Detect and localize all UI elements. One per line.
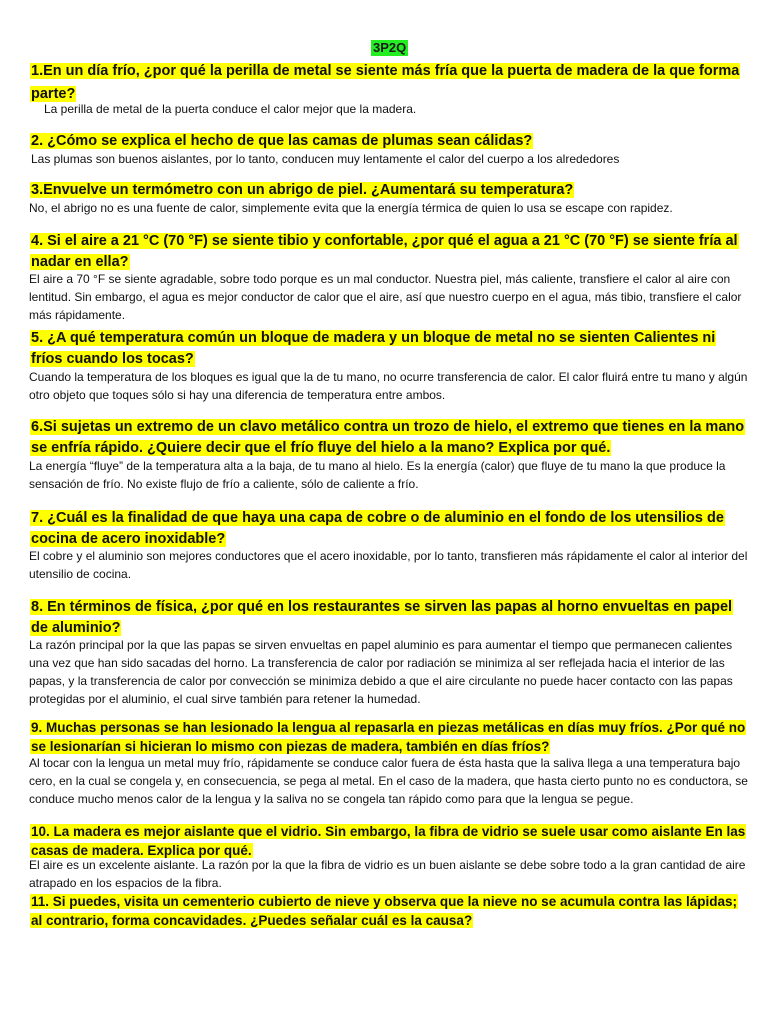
question-2	[30, 131, 750, 152]
question-6	[30, 417, 750, 459]
answer-2: Las plumas son buenos aislantes, por lo tanto, conducen muy lentamente el calor del cuerpo a los alrededores	[31, 152, 620, 166]
question-2-text: 2. ¿Cómo se explica el hecho de que las camas de plumas sean cálidas?	[31, 133, 533, 149]
question-9	[30, 718, 750, 756]
question-4	[30, 231, 750, 273]
answer-9: Al tocar con la lengua un metal muy frío, rápidamente se conduce calor fuera de ésta hasta que la saliva llega a una temperatura bajo cero, en la cual se congela y, en consecuencia, se pega al metal. En el caso de la madera, que hasta cierto punto no es conductora, se conduce mucho menos calor de la lengua y la saliva no se congela tan rápido como para que la lengua se pegue.	[29, 756, 748, 806]
question-3	[30, 180, 750, 201]
question-11-text: 11. Si puedes, visita un cementerio cubierto de nieve y observa que la nieve no se acumula contra las lápidas; al contrario, forma concavidades. ¿Puedes señalar cuál es la causa?	[31, 894, 738, 928]
answer-6: La energía “fluye” de la temperatura alta a la baja, de tu mano al hielo. Es la energía (calor) que fluye de tu mano la que produce la sensación de frío. No existe flujo de frío a caliente, sólo de caliente a frío.	[29, 459, 726, 491]
question-10	[30, 822, 750, 860]
answer-1: La perilla de metal de la puerta conduce el calor mejor que la madera.	[44, 102, 417, 116]
document-title: 3P2Q	[373, 40, 407, 55]
question-8-text: 8. En términos de física, ¿por qué en los restaurantes se sirven las papas al horno envueltas en papel de aluminio?	[31, 599, 733, 636]
answer-4: El aire a 70 °F se siente agradable, sobre todo porque es un mal conductor. Nuestra piel, más caliente, transfiere el calor al aire con lentitud. Sin embargo, el agua es mejor conductor de calor que el aire, así que nuestro cuerpo en el agua, más tibio, transfiere el calor más rápidamente.	[29, 272, 742, 322]
question-3-text: 3.Envuelve un termómetro con un abrigo de piel. ¿Aumentará su temperatura?	[31, 182, 574, 198]
question-5	[30, 328, 750, 370]
answer-3: No, el abrigo no es una fuente de calor, simplemente evita que la energía térmica de quien lo usa se escape con rapidez.	[29, 201, 673, 215]
answer-10: El aire es un excelente aislante. La razón por la que la fibra de vidrio es un buen aislante se debe sobre todo a la gran cantidad de aire atrapado en los espacios de la fibra.	[29, 858, 746, 890]
question-5-text: 5. ¿A qué temperatura común un bloque de madera y un bloque de metal no se sienten Calientes ni fríos cuando los tocas?	[31, 330, 716, 367]
question-4-text: 4. Si el aire a 21 °C (70 °F) se siente tibio y confortable, ¿por qué el agua a 21 °C (70 °F) se siente fría al nadar en ella?	[31, 233, 738, 270]
question-9-text: 9. Muchas personas se han lesionado la lengua al repasarla en piezas metálicas en días muy fríos. ¿Por qué no se lesionarían si hicieran lo mismo con piezas de madera, también en días fríos?	[31, 720, 746, 754]
question-8	[30, 597, 750, 639]
answer-7: El cobre y el aluminio son mejores conductores que el acero inoxidable, por lo tanto, transfieren más rápidamente el calor al interior del utensilio de cocina.	[29, 549, 748, 581]
question-1-text: 1.En un día frío, ¿por qué la perilla de metal se siente más fría que la puerta de madera de la que forma parte?	[31, 63, 740, 102]
question-6-text: 6.Si sujetas un extremo de un clavo metálico contra un trozo de hielo, el extremo que tienes en la mano se enfría rápido. ¿Quiere decir que el frío fluye del hielo a la mano? Explica por qué.	[31, 419, 745, 456]
answer-5: Cuando la temperatura de los bloques es igual que la de tu mano, no ocurre transferencia de calor. El calor fluirá entre tu mano y algún otro objeto que toques sólo si hay una diferencia de temperatura entre ambos.	[29, 370, 748, 402]
question-7	[30, 508, 750, 550]
question-10-text: 10. La madera es mejor aislante que el vidrio. Sin embargo, la fibra de vidrio se suele usar como aislante En las casas de madera. Explica por qué.	[31, 824, 746, 858]
question-7-text: 7. ¿Cuál es la finalidad de que haya una capa de cobre o de aluminio en el fondo de los utensilios de cocina de acero inoxidable?	[31, 510, 724, 547]
question-11	[30, 892, 750, 930]
answer-8: La razón principal por la que las papas se sirven envueltas en papel aluminio es para aumentar el tiempo que permanecen calientes una vez que han sido sacadas del horno. La transferencia de calor por radiación se minimiza al ser reflejada hacia el interior de las papas, y la transferencia de calor por convección se minimiza debido a que el aire circulante no puede hacer contacto con las papas protegidas por el aluminio, el cual sirve también para retener la humedad.	[29, 638, 733, 706]
